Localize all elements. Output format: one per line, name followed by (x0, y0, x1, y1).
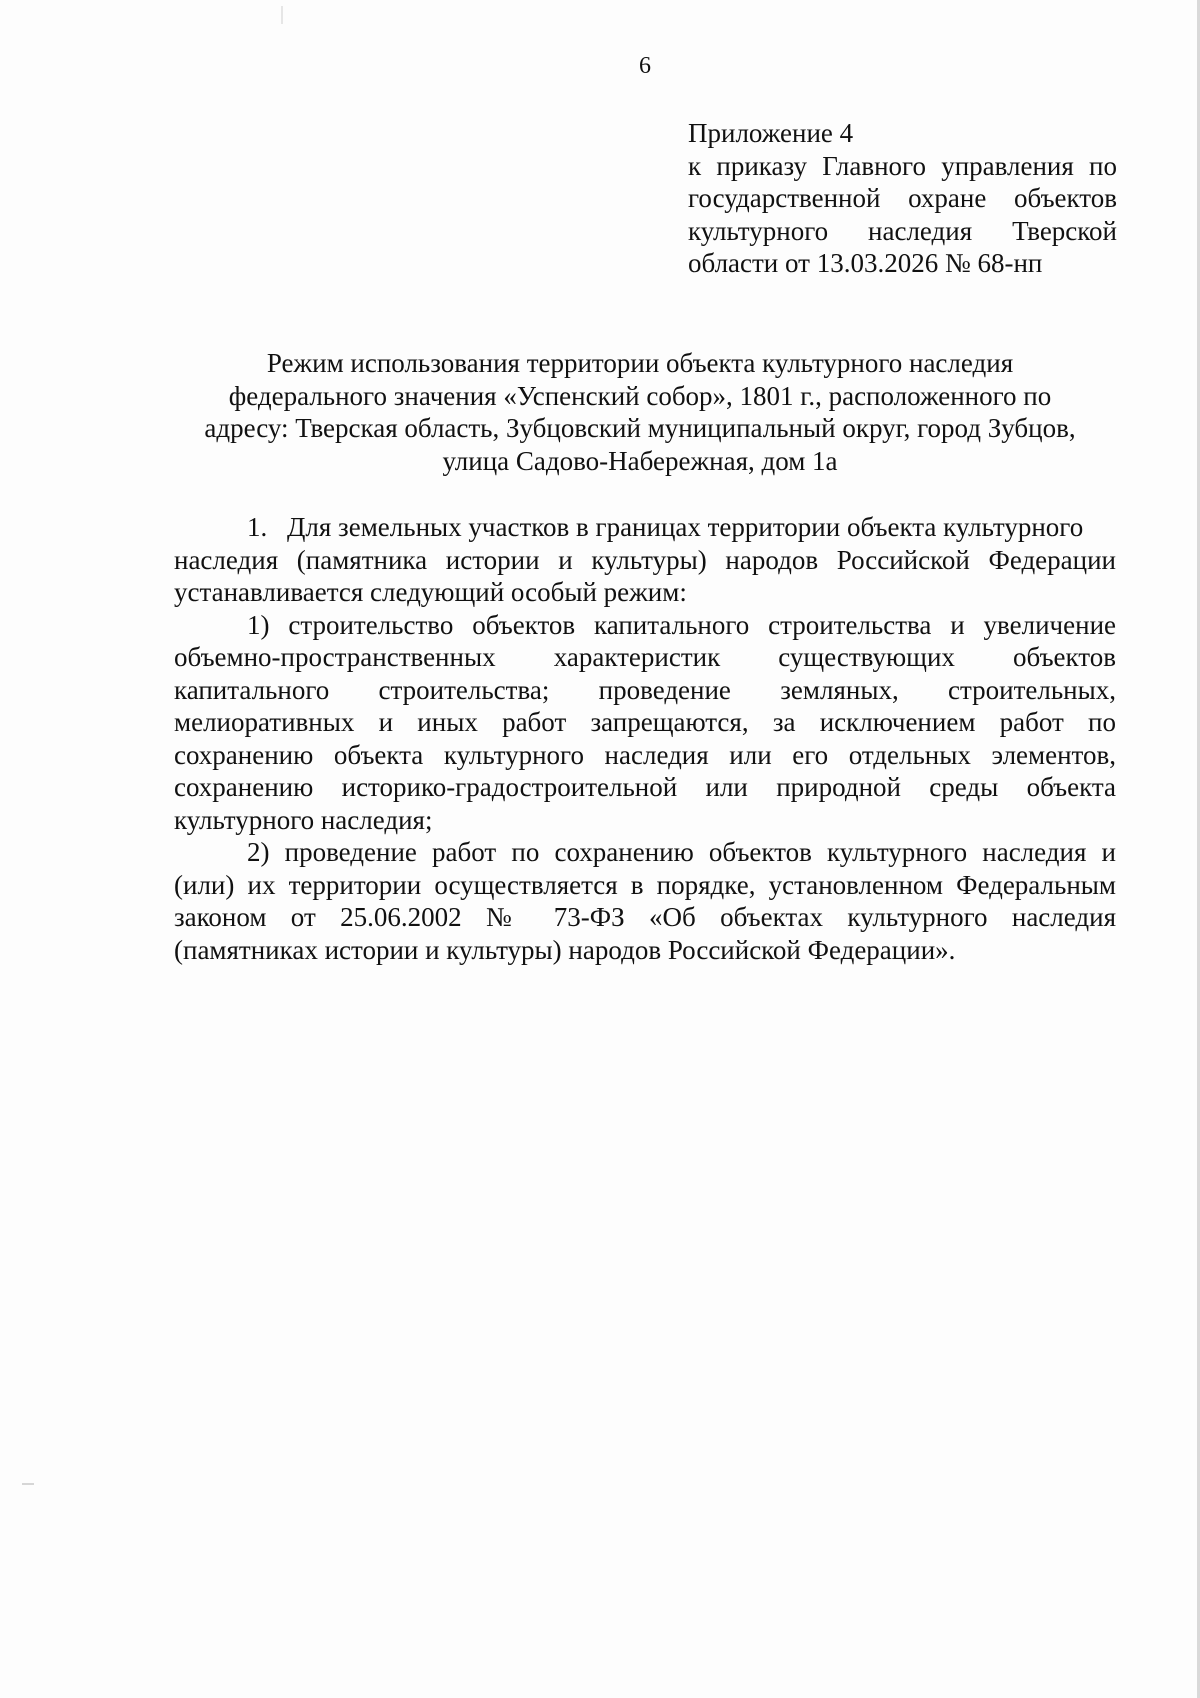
page-number: 6 (639, 53, 651, 79)
paragraph-line: наследия (памятника истории и культуры) народов Российской Федерации (174, 544, 1116, 575)
item-text: Для земельных участков в границах территории объекта культурного (287, 512, 1084, 542)
paragraph-line: (или) их территории осуществляется в порядке, установленном Федеральным (174, 869, 1116, 900)
paragraph-line: 1) строительство объектов капитального строительства и увеличение (247, 609, 1116, 640)
annex-line: области от 13.03.2026 № 68-нп (688, 248, 1043, 278)
annex-block (688, 117, 1117, 280)
paragraph-line (174, 511, 1116, 544)
paragraph-1 (174, 511, 1116, 609)
title-line: Режим использования территории объекта культурного наследия (266, 348, 1014, 378)
title-line: федерального значения «Успенский собор», 1801 г., расположенного по (228, 380, 1052, 411)
scan-artifact-top (281, 6, 283, 24)
paragraph-line: 2) проведение работ по сохранению объектов культурного наследия и (247, 837, 1116, 867)
title-line: адресу: Тверская область, Зубцовский муниципальный округ, город Зубцов, (204, 413, 1076, 443)
title-line: улица Садово-Набережная, дом 1а (442, 445, 838, 476)
subparagraph-1 (174, 609, 1116, 837)
subparagraph-2 (174, 836, 1116, 966)
paragraph-line: объемно-пространственных характеристик существующих объектов (174, 642, 1116, 672)
paragraph-line: законом от 25.06.2002 № 73-ФЗ «Об объектах культурного наследия (174, 902, 1116, 932)
document-title (150, 347, 1130, 477)
paragraph-line: устанавливается следующий особый режим: (174, 577, 687, 607)
document-body (174, 511, 1116, 966)
scan-artifact-left (22, 1483, 34, 1485)
paragraph-line: мелиоративных и иных работ запрещаются, за исключением работ по (174, 707, 1116, 737)
annex-line: культурного наследия Тверской (688, 215, 1117, 246)
paragraph-line: культурного наследия; (174, 804, 433, 835)
annex-line: к приказу Главного управления по (688, 150, 1117, 181)
paragraph-line: сохранению историко-градостроительной или природной среды объекта (174, 772, 1116, 802)
annex-line: Приложение 4 (688, 118, 854, 148)
annex-line: государственной охране объектов (688, 183, 1117, 213)
paragraph-line: сохранению объекта культурного наследия или его отдельных элементов, (174, 739, 1116, 770)
paragraph-line: (памятниках истории и культуры) народов Российской Федерации». (174, 934, 956, 965)
item-number: 1. (247, 512, 268, 542)
paragraph-line: капитального строительства; проведение земляных, строительных, (174, 674, 1116, 705)
